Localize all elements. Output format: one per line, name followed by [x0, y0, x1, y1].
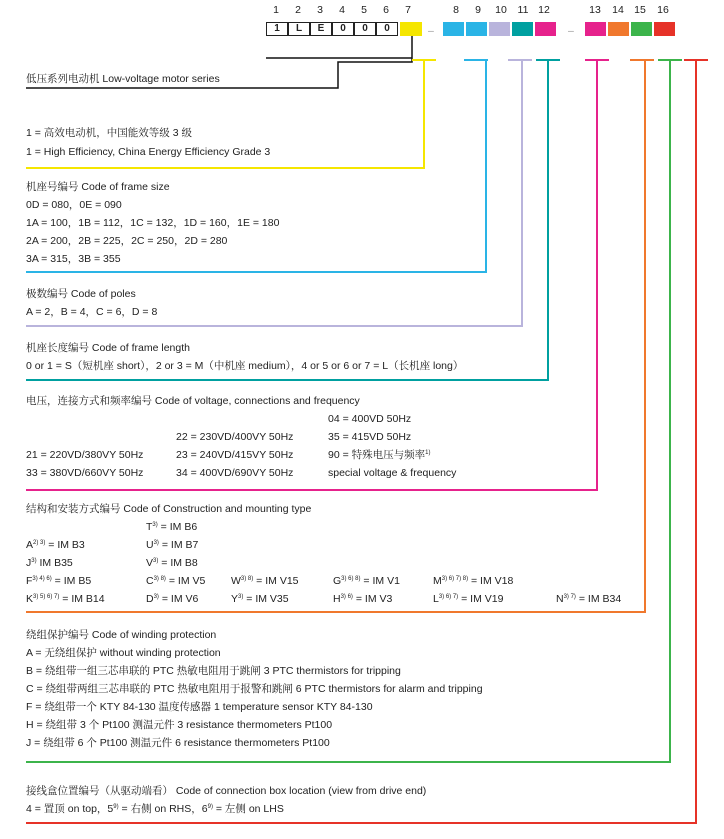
position-number-11: 11 — [517, 4, 529, 16]
voltage-title: 电压，连接方式和频率编号 Code of voltage, connections and frequency — [26, 395, 360, 407]
winding-title: 绕组保护编号 Code of winding protection — [26, 629, 217, 641]
code-box-3: E — [310, 22, 332, 36]
separator-1: – — [428, 25, 434, 37]
winding-line-4: F = 绕组带一个 KTY 84-130 温度传感器 1 temperature sensor KTY 84-130 — [26, 701, 373, 713]
voltage-33: 33 = 380VD/660VY 50Hz — [26, 467, 144, 479]
mounting-L: $L^{3) 6) 7)}$ = IM V19 — [433, 593, 504, 605]
mounting-T: $T^{3)}$ = IM B6 — [146, 521, 198, 533]
position-number-1: 1 — [273, 4, 279, 16]
code-box-5: 0 — [354, 22, 376, 36]
winding-line-6: J = 绕组带 6 个 Pt100 测温元件 6 resistance thermometers Pt100 — [26, 737, 330, 749]
winding-line-3: C = 绕组带两组三芯串联的 PTC 热敏电阻用于报警和跳闸 6 PTC thermistors for alarm and tripping — [26, 683, 483, 695]
frame-size-line-2: 1A = 100，1B = 112，1C = 132，1D = 160，1E = 180 — [26, 217, 280, 229]
position-number-6: 6 — [383, 4, 389, 16]
connection-box-line-1: 4 = 置顶 on top，$5^{9)}$ = 右侧 on RHS，$6^{9)}$ = 左侧 on LHS — [26, 803, 284, 815]
position-number-10: 10 — [495, 4, 507, 16]
position-number-5: 5 — [361, 4, 367, 16]
voltage-90 — [328, 448, 431, 462]
code-box-1: 1 — [266, 22, 288, 36]
frame-size-line-4: 3A = 315，3B = 355 — [26, 253, 121, 265]
frame-size-title: 机座号编号 Code of frame size — [26, 181, 170, 193]
position-number-4: 4 — [339, 4, 345, 16]
frame-length-title: 机座长度编号 Code of frame length — [26, 342, 190, 354]
mounting-M: $M^{3) 6) 7) 8)}$ = IM V18 — [433, 575, 514, 587]
position-number-12: 12 — [538, 4, 550, 16]
poles-title: 极数编号 Code of poles — [26, 288, 136, 300]
frame-length-line-1: 0 or 1 = S（短机座 short），2 or 3 = M（中机座 medium），4 or 5 or 6 or 7 = L（长机座 long） — [26, 360, 464, 372]
mounting-Y: $Y^{3)}$ = IM V35 — [231, 593, 289, 605]
code-box-4: 0 — [332, 22, 354, 36]
connection-box-title: 接线盒位置编号（从驱动端看） Code of connection box location (view from drive end) — [26, 785, 427, 797]
voltage-21: 21 = 220VD/380VY 50Hz — [26, 449, 144, 461]
voltage-special: special voltage & frequency — [328, 467, 457, 479]
mounting-N: $N^{3) 7)}$ = IM B34 — [556, 593, 622, 605]
position-number-8: 8 — [453, 4, 459, 16]
position-number-3: 3 — [317, 4, 323, 16]
voltage-22: 22 = 230VD/400VY 50Hz — [176, 431, 294, 443]
poles-line-1: A = 2，B = 4，C = 6，D = 8 — [26, 306, 158, 318]
voltage-35: 35 = 415VD 50Hz — [328, 431, 412, 443]
winding-line-2: B = 绕组带一组三芯串联的 PTC 热敏电阻用于跳闸 3 PTC thermistors for tripping — [26, 665, 401, 677]
winding-line-5: H = 绕组带 3 个 Pt100 测温元件 3 resistance thermometers Pt100 — [26, 719, 333, 731]
voltage-04: 04 = 400VD 50Hz — [328, 413, 412, 425]
position-number-14: 14 — [612, 4, 624, 16]
mounting-W: $W^{3) 8)}$ = IM V15 — [231, 575, 299, 587]
connector-mounting — [26, 60, 654, 612]
separator-2: – — [568, 25, 574, 37]
mounting-G: $G^{3) 6) 8)}$ = IM V1 — [333, 575, 400, 587]
position-number-16: 16 — [657, 4, 669, 16]
voltage-23: 23 = 240VD/415VY 50Hz — [176, 449, 294, 461]
voltage-90-text: 90 = 特殊电压与频率 — [328, 449, 426, 461]
position-number-7: 7 — [405, 4, 411, 16]
position-number-15: 15 — [634, 4, 646, 16]
position-number-9: 9 — [475, 4, 481, 16]
mounting-D: $D^{3)}$ = IM V6 — [146, 593, 199, 605]
mounting-U: $U^{3)}$ = IM B7 — [146, 539, 199, 551]
code-box-2: L — [288, 22, 310, 36]
series-text: 低压系列电动机 Low-voltage motor series — [26, 73, 220, 85]
winding-line-1: A = 无绕组保护 without winding protection — [26, 647, 221, 659]
position-number-2: 2 — [295, 4, 301, 16]
efficiency-line-2: 1 = High Efficiency, China Energy Efficiency Grade 3 — [26, 146, 271, 158]
frame-size-line-1: 0D = 080，0E = 090 — [26, 199, 122, 211]
mounting-title: 结构和安装方式编号 Code of Construction and mounting type — [26, 503, 312, 515]
position-number-13: 13 — [589, 4, 601, 16]
mounting-C: $C^{3) 8)}$ = IM V5 — [146, 575, 206, 587]
mounting-K: $K^{3) 5) 6) 7)}$ = IM B14 — [26, 593, 105, 605]
efficiency-line-1: 1 = 高效电动机，中国能效等级 3 级 — [26, 127, 192, 139]
frame-size-line-3: 2A = 200，2B = 225，2C = 250，2D = 280 — [26, 235, 228, 247]
mounting-F: $F^{3) 4) 6)}$ = IM B5 — [26, 575, 92, 587]
voltage-34: 34 = 400VD/690VY 50Hz — [176, 467, 294, 479]
voltage-90-footnote: 1) — [425, 450, 431, 456]
code-box-6: 0 — [376, 22, 398, 36]
mounting-H: $H^{3) 6)}$ = IM V3 — [333, 593, 393, 605]
mounting-V: $V^{3)}$ = IM B8 — [146, 557, 198, 569]
mounting-A: $A^{2) 3)}$ = IM B3 — [26, 539, 85, 551]
mounting-J: $J^{3)}$ IM B35 — [26, 557, 73, 569]
